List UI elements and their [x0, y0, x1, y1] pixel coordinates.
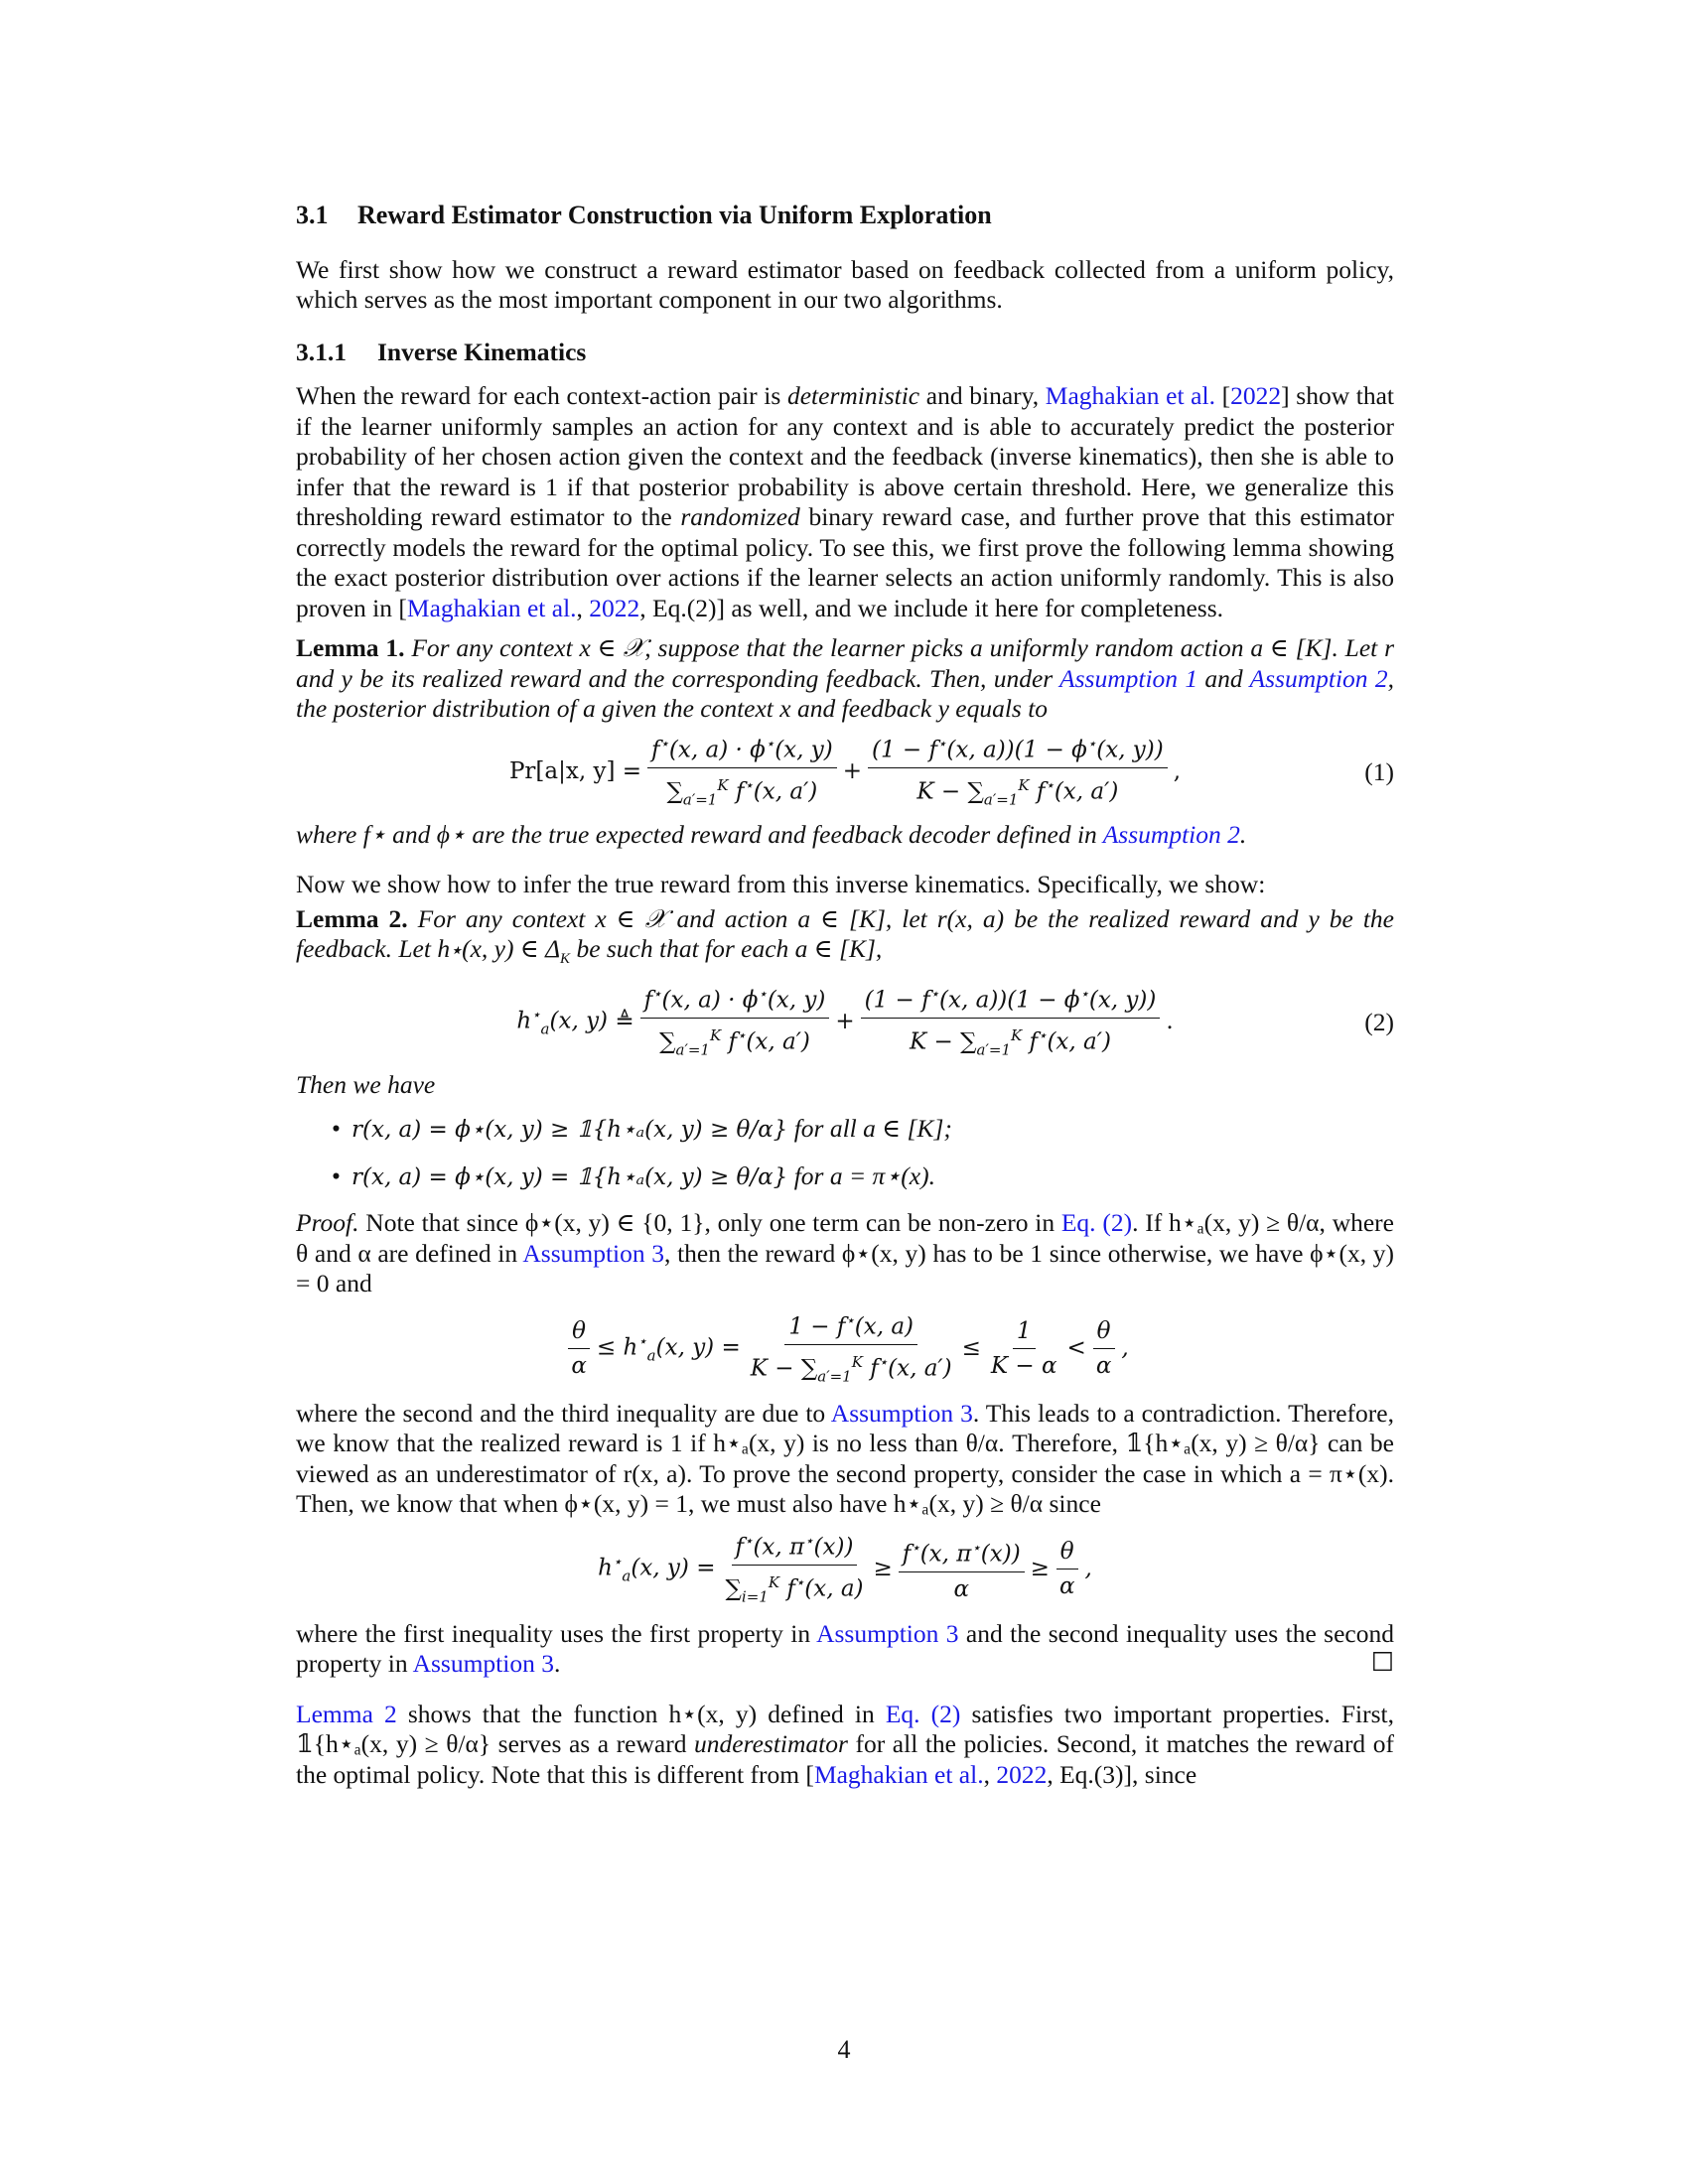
assumption-3-link[interactable]: Assumption 3 — [830, 1398, 973, 1428]
lemma-2-bullets — [296, 1114, 1394, 1192]
list-item — [352, 1114, 1394, 1146]
fraction: $\frac{f^⋆(x, a) \cdot \phi^⋆(x, y)}{\sum_{a'=1}^K f^⋆(x, a')}$ — [640, 979, 830, 1065]
text-run: For any context x ∈ 𝒳 and action a ∈ [K], let r(x, a) be the realized reward and y be the feedback. Let h⋆(x, y) ∈ Δ — [296, 903, 1395, 963]
proof-label: Proof. — [296, 1208, 359, 1238]
text-run: K — [560, 951, 571, 968]
text-run: Note that since ϕ⋆(x, y) ∈ {0, 1}, only one term can be non-zero in — [358, 1208, 1061, 1238]
section-heading — [296, 201, 1394, 231]
assumption-1-link[interactable]: Assumption 1 — [1059, 663, 1198, 693]
intro-paragraph: We first show how we construct a reward estimator based on feedback collected from a uniform policy, which serves as the most important component in our two algorithms. — [296, 254, 1394, 314]
citation-author-link[interactable]: Maghakian et al. — [1045, 381, 1215, 410]
lemma-2 — [296, 904, 1394, 975]
assumption-2-link[interactable]: Assumption 2 — [1249, 663, 1388, 693]
text-run: For any context x ∈ 𝒳, suppose that the learner picks a uniformly random action a ∈ [K]. Let r and y be its realized reward and the corresponding feedback. Then, under — [296, 633, 1394, 693]
section-number: 3.1 — [296, 201, 329, 229]
assumption-2-link[interactable]: Assumption 2 — [1102, 819, 1240, 849]
fraction: $\frac{(1 - f^⋆(x, a))(1 - \phi^⋆(x, y))}{K - \sum_{a'=1}^K f^⋆(x, a')}$ — [861, 979, 1161, 1065]
inverse-kinematics-paragraph — [296, 381, 1394, 623]
text-run: binary reward case, and further prove that this estimator correctly models the reward for the optimal policy. To see this, we first prove the following lemma showing the exact posterior distribution over actions if the learner selects an action uniformly randomly. This is also proven in [ — [296, 502, 1394, 622]
fraction: $\frac{f^⋆(x, \pi^⋆(x))}{\alpha}$ — [899, 1533, 1025, 1605]
equation-2-link[interactable]: Eq. (2) — [1060, 1208, 1133, 1238]
transition-paragraph: Now we show how to infer the true reward from this inverse kinematics. Specifically, we show: — [296, 870, 1266, 898]
equation-1-lhs: Pr[a|x, y] = — [508, 758, 642, 785]
text-run: and the second inequality uses the second property in — [296, 1618, 1394, 1679]
text-run: , — [983, 1759, 997, 1789]
text-run: , — [576, 593, 590, 622]
emphasis-randomized: randomized — [680, 502, 800, 531]
lemma-2-then: Then we have — [296, 1069, 436, 1099]
fraction: $\frac{\theta}{\alpha}$ — [1055, 1537, 1079, 1602]
text-run: be such that for each a ∈ [K], — [570, 934, 883, 963]
assumption-3-link[interactable]: Assumption 3 — [816, 1618, 959, 1648]
bullet-math: r(x, a) = ϕ⋆(x, y) = 𝟙{h⋆ₐ(x, y) ≥ θ/α} — [352, 1163, 788, 1190]
text-run: . — [1239, 819, 1247, 849]
proof-continuation — [296, 1399, 1394, 1520]
text-run: and — [1197, 663, 1250, 693]
page-number: 4 — [837, 2035, 851, 2064]
text-run: . This leads to a contradiction. Therefore, we know that the realized reward is 1 if h⋆ₐ(x, y) is no less than θ/α. Therefore, 𝟙{h⋆ₐ(x, y) ≥ θ/α} can be viewed as an underestimator of r(x, a). To prove the second property, consider the case in which a = π⋆(x). Then, we know that when ϕ⋆(x, y) = 1, we must also have h⋆ₐ(x, y) ≥ θ/α since — [296, 1398, 1394, 1519]
text-run: show that if the learner uniformly samples an action for any context and is able to accurately predict the posterior probability of her chosen action given the context and the feedback (inverse kinematics), then she is able to infer that the reward is 1 if that posterior probability is above certain threshold. Here, we generalize this thresholding reward estimator to the — [296, 381, 1395, 531]
fraction: $\frac{\theta}{\alpha}$ — [567, 1316, 591, 1382]
paper-page — [296, 195, 1394, 1790]
lemma-1-after — [296, 820, 1394, 851]
text-run: and binary, — [919, 381, 1046, 410]
text-run: satisfies two important properties. First, 𝟙{h⋆ₐ(x, y) ≥ θ/α} serves as a reward — [296, 1699, 1394, 1759]
equation-2-lhs: ≜ — [615, 1009, 634, 1035]
fraction: $\frac{1 - f^⋆(x, a)}{K - \sum_{a'=1}^K f^⋆(x, a')}$ — [747, 1305, 956, 1392]
citation-year-link[interactable]: 2022 — [1230, 381, 1282, 410]
assumption-3-link[interactable]: Assumption 3 — [412, 1649, 554, 1679]
equation-number: (2) — [1364, 1007, 1394, 1036]
section-title: Reward Estimator Construction via Uniform Exploration — [357, 201, 992, 229]
lemma-2-link[interactable]: Lemma 2 — [296, 1699, 397, 1728]
equation-1: Pr[a|x, y] = $\frac{f^⋆(x, a) \cdot \phi^⋆(x, y)}{\sum_{a'=1}^K f^⋆(x, a')}$ + $\frac{(1 - f^⋆(x, a))(1 - \phi^⋆(x, y))}{K - \sum_{a'=1}^K f^⋆(x, a')}$ , (1) — [296, 733, 1394, 812]
text-run: . If h⋆ₐ(x, y) ≥ θ/α, where θ and α are defined in — [296, 1208, 1394, 1268]
text-run: for all the policies. Second, it matches the reward of the optimal policy. Note that this is different from [ — [296, 1729, 1394, 1789]
fraction: $\frac{f^⋆(x, a) \cdot \phi^⋆(x, y)}{\sum_{a'=1}^K f^⋆(x, a')}$ — [647, 729, 837, 815]
text-run: where f⋆ and ϕ⋆ are the true expected reward and feedback decoder defined in — [296, 819, 1103, 849]
subsection-number: 3.1.1 — [296, 337, 347, 366]
text-run: When the reward for each context-action pair is — [296, 381, 787, 410]
proof-end — [296, 1619, 1394, 1680]
subsection-title: Inverse Kinematics — [377, 337, 587, 366]
equation-2: $h^⋆_a(x$, y) ≜ $\frac{f^⋆(x, a) \cdot \phi^⋆(x, y)}{\sum_{a'=1}^K f^⋆(x, a')}$ + $\frac{(1 - f^⋆(x, a))(1 - \phi^⋆(x, y))}{K - \sum_{a'=1}^K f^⋆(x, a')}$ . (2) — [296, 983, 1394, 1062]
bullet-math: r(x, a) = ϕ⋆(x, y) ≥ 𝟙{h⋆ₐ(x, y) ≥ θ/α} — [352, 1117, 788, 1144]
equation-number: (1) — [1364, 756, 1394, 786]
lemma-2-label: Lemma 2. — [296, 903, 408, 933]
closing-paragraph — [296, 1700, 1394, 1791]
assumption-3-link[interactable]: Assumption 3 — [522, 1238, 665, 1268]
text-run: , then the reward ϕ⋆(x, y) has to be 1 since otherwise, we have ϕ⋆(x, y) = 0 and — [296, 1238, 1395, 1298]
text-run: where the second and the third inequality are due to — [296, 1398, 831, 1428]
proof-paragraph — [296, 1208, 1394, 1299]
subsection-heading — [296, 338, 1394, 368]
qed-symbol: ☐ — [1370, 1648, 1394, 1678]
citation-author-link[interactable]: Maghakian et al. — [813, 1759, 984, 1789]
text-run: . — [553, 1649, 561, 1679]
citation-year-link[interactable]: 2022 — [589, 593, 640, 622]
fraction: $\frac{1}{K - \alpha}$ — [990, 1317, 1057, 1380]
fraction: $\frac{\theta}{\alpha}$ — [1092, 1316, 1116, 1382]
emphasis-deterministic: deterministic — [786, 381, 920, 410]
text-run: ] — [1281, 381, 1290, 410]
text-run: for a = π⋆(x). — [787, 1160, 935, 1190]
text-run: [ — [1214, 381, 1231, 410]
list-item — [352, 1161, 1394, 1193]
citation-year-link[interactable]: 2022 — [996, 1759, 1048, 1789]
fraction: $\frac{(1 - f^⋆(x, a))(1 - \phi^⋆(x, y))}{K - \sum_{a'=1}^K f^⋆(x, a')}$ — [868, 729, 1168, 815]
lemma-1-label: Lemma 1. — [296, 633, 405, 662]
text-run: where the first inequality uses the first property in — [296, 1618, 817, 1648]
text-run: shows that the function h⋆(x, y) defined in — [396, 1699, 886, 1728]
text-run: , Eq.(2)] as well, and we include it here for completeness. — [639, 593, 1224, 622]
lemma-1 — [296, 633, 1394, 725]
emphasis-underestimator: underestimator — [694, 1729, 848, 1759]
text-run: for all a ∈ [K]; — [787, 1114, 952, 1144]
text-run: , the posterior distribution of a given the context x and feedback y equals to — [296, 663, 1394, 723]
equation-2-link[interactable]: Eq. (2) — [885, 1699, 961, 1728]
citation-author-link[interactable]: Maghakian et al. — [406, 593, 577, 622]
proof-inequality-2: $h^⋆_a(x$, y) = $\frac{f^⋆(x, \pi^⋆(x))}{\sum_{i=1}^K f^⋆(x, a)}$ ≥ $\frac{f^⋆(x, \pi^⋆(x))}{\alpha}$ ≥ $\frac{\theta}{\alpha}$ , — [296, 1528, 1394, 1611]
fraction: $\frac{f^⋆(x, \pi^⋆(x))}{\sum_{i=1}^K f^⋆(x, a)}$ — [721, 1526, 867, 1612]
text-run: , Eq.(3)], since — [1047, 1759, 1197, 1789]
proof-inequality-1: $\frac{\theta}{\alpha}$ ≤ $h^⋆_a(x$, y) = $\frac{1 - f^⋆(x, a)}{K - \sum_{a'=1}^K f^⋆(x, a')}$ ≤ $\frac{1}{K - \alpha}$ < $\frac{\theta}{\alpha}$ , — [296, 1307, 1394, 1391]
